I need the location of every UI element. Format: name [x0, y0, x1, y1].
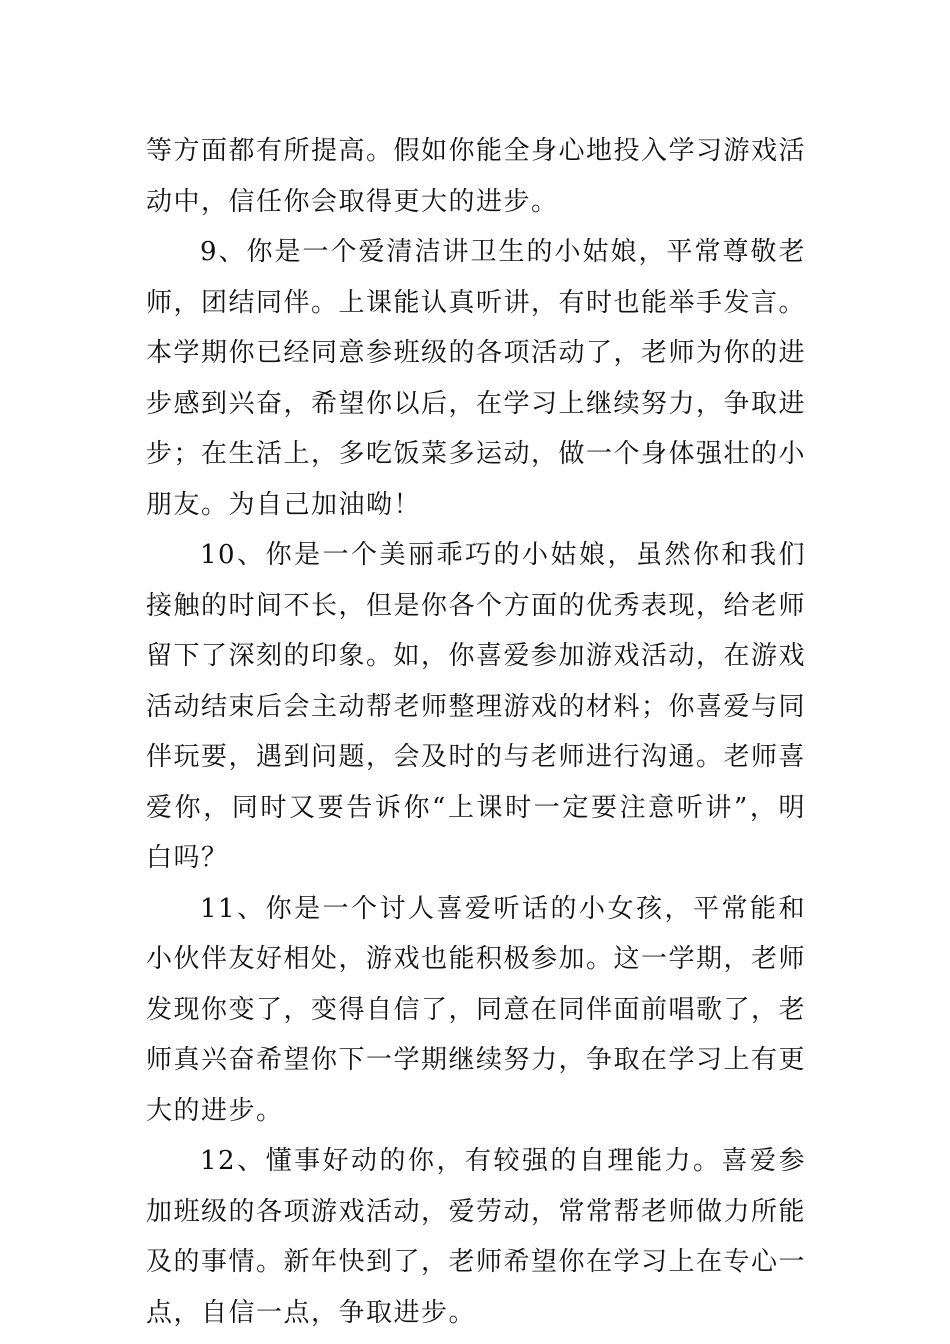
paragraph-continuation: 等方面都有所提高。假如你能全身心地投入学习游戏活动中，信任你会取得更大的进步。	[146, 136, 807, 217]
paragraph-comment-10: 10、你是一个美丽乖巧的小姑娘，虽然你和我们接触的时间不长，但是你各个方面的优秀表现，给老师留下了深刻的印象。如，你喜爱参加游戏活动，在游戏活动结束后会主动帮老师整理游戏的材料；你喜爱与同伴玩要，遇到问题，会及时的与老师进行沟通。老师喜爱你，同时又要告诉你“上课时一定要注意听讲”，明白吗？	[146, 540, 807, 873]
paragraph-comment-9: 9、你是一个爱清洁讲卫生的小姑娘，平常尊敬老师，团结同伴。上课能认真听讲，有时也能举手发言。本学期你已经同意参班级的各项活动了，老师为你的进步感到兴奋，希望你以后，在学习上继续努力，争取进步；在生活上，多吃饭菜多运动，做一个身体强壮的小朋友。为自己加油呦！	[146, 237, 807, 520]
paragraph-comment-12: 12、懂事好动的你，有较强的自理能力。喜爱参加班级的各项游戏活动，爱劳动，常常帮老师做力所能及的事情。新年快到了，老师希望你在学习上在专心一点，自信一点，争取进步。	[146, 1146, 807, 1328]
paragraph-comment-11: 11、你是一个讨人喜爱听话的小女孩，平常能和小伙伴友好相处，游戏也能积极参加。这一学期，老师发现你变了，变得自信了，同意在同伴面前唱歌了，老师真兴奋希望你下一学期继续努力，争取在学习上有更大的进步。	[146, 893, 807, 1126]
document-body	[146, 126, 806, 1338]
